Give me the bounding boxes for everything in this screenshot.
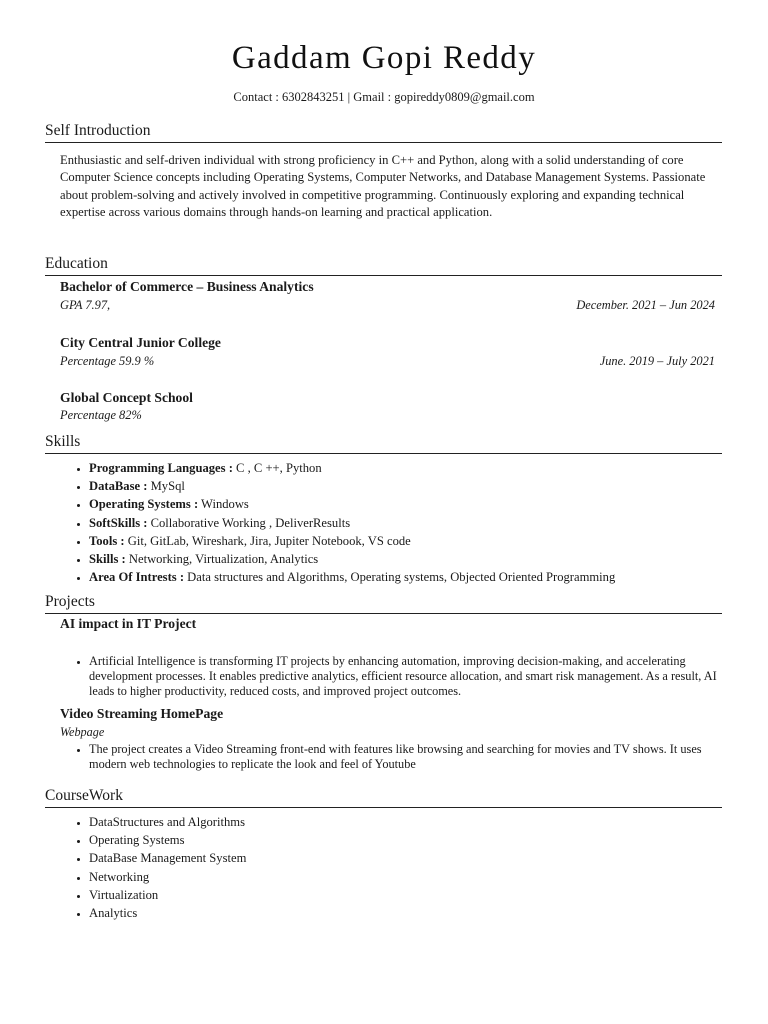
section-title-coursework: CourseWork (45, 786, 722, 808)
skill-item (89, 532, 729, 550)
skill-item (89, 568, 729, 586)
project-name: AI impact in IT Project (60, 616, 197, 631)
skill-item (89, 550, 729, 568)
skill-value: C , C ++, Python (232, 461, 322, 475)
skill-value: Data structures and Algorithms, Operating systems, Objected Oriented Programming (184, 570, 616, 585)
skill-label: DataBase : (89, 479, 148, 494)
section-title-education: Education (45, 254, 722, 276)
self-introduction-text: Enthusiastic and self-driven individual with strong proficiency in C++ and Python, along with a solid understanding of core Computer Science concepts including Operating Systems, Computer Networks, and Database Management Systems. Passionate about problem-solving and actively involved in competitive programming. Continuously exploring and expanding technical expertise across various domains through hands-on learning and practical application. (60, 153, 706, 219)
project-name: Video Streaming HomePage (60, 706, 224, 721)
education-degree: Global Concept School (60, 390, 193, 405)
coursework-item: • DataBase Management System (89, 849, 729, 867)
education-score: GPA 7.97, (60, 298, 111, 312)
candidate-name: Gaddam Gopi Reddy (231, 40, 537, 76)
skill-item (89, 514, 729, 532)
section-title-self-introduction: Self Introduction (45, 121, 722, 143)
coursework-item: • Networking (89, 868, 729, 886)
skill-item (89, 459, 729, 477)
education-dates: June. 2019 – July 2021 (599, 354, 715, 368)
education-degree: City Central Junior College (60, 335, 221, 350)
skill-label: SoftSkills : (89, 515, 148, 530)
project-bullet: • The project creates a Video Streaming front-end with features like browsing and searching for movies and TV shows. It uses modern web technologies to replicate the look and feel of Youtube (89, 742, 717, 772)
education-score: Percentage 59.9 % (60, 354, 155, 368)
skill-item (89, 495, 729, 513)
project-bullets (72, 742, 717, 772)
section-title-projects: Projects (45, 592, 722, 614)
skills-list (72, 459, 729, 586)
skill-value: Git, GitLab, Wireshark, Jira, Jupiter Notebook, VS code (124, 533, 411, 548)
education-score: Percentage 82% (60, 408, 142, 422)
coursework-list (72, 813, 729, 922)
skill-label: Tools : (89, 533, 125, 548)
skill-value: Collaborative Working , DeliverResults (147, 515, 351, 530)
skill-value: Networking, Virtualization, Analytics (125, 552, 319, 567)
education-degree: Bachelor of Commerce – Business Analytics (60, 279, 314, 294)
coursework-item: • Virtualization (89, 886, 729, 904)
skill-label: Operating Systems : (89, 497, 199, 512)
coursework-item: • Analytics (89, 904, 729, 922)
skill-value: MySql (147, 479, 185, 494)
coursework-item: • Operating Systems (89, 831, 729, 849)
project-subtitle: Webpage (60, 725, 105, 739)
skill-label: Area Of Intrests : (89, 570, 185, 585)
skill-value: Windows (198, 497, 249, 512)
project-bullet: • Artificial Intelligence is transforming IT projects by enhancing automation, improving decision-making, and accelerating development processes. It enables predictive analytics, efficient resource allocation, and smart risk management. As a result, AI leads to higher productivity, reduced costs, and improved project outcomes. (89, 654, 717, 698)
project-bullets (72, 654, 717, 698)
contact-line: Contact : 6302843251 | Gmail : gopireddy0809@gmail.com (233, 90, 535, 104)
section-title-skills: Skills (45, 432, 722, 454)
skill-label: Skills : (89, 552, 126, 567)
skill-item (89, 477, 729, 495)
coursework-item: • DataStructures and Algorithms (89, 813, 729, 831)
skill-label: Programming Languages : (89, 461, 233, 475)
education-dates: December. 2021 – Jun 2024 (576, 298, 715, 312)
